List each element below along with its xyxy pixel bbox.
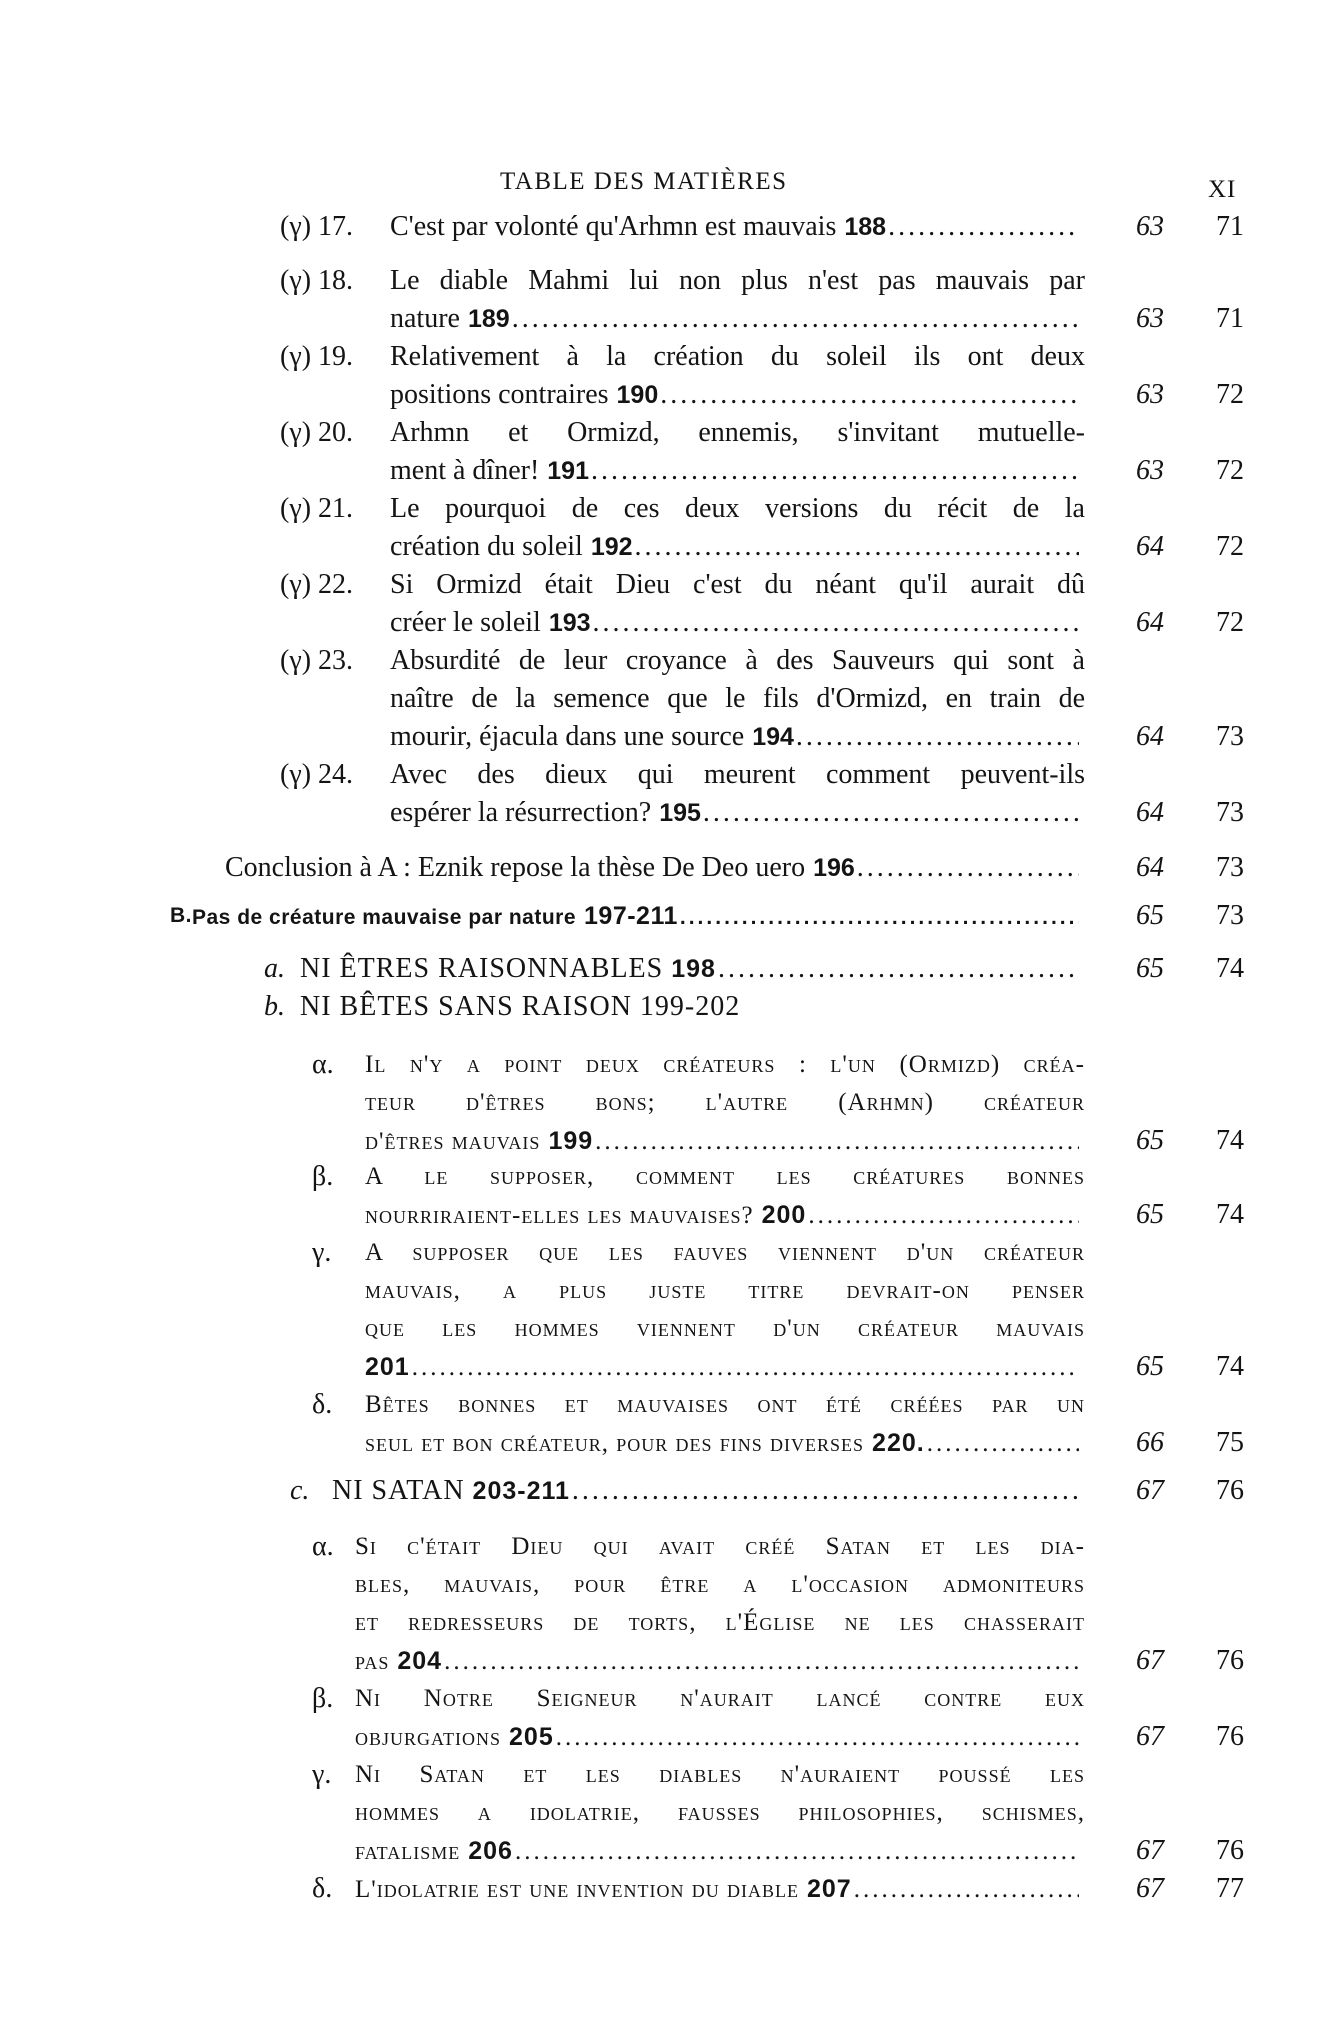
page-ref-secondary: 71 bbox=[1216, 303, 1244, 334]
entry-label: δ. bbox=[312, 1873, 333, 1904]
entry-text-line: Si c'était Dieu qui avait créé Satan et les dia- bbox=[355, 1533, 1085, 1560]
page-ref-secondary: 73 bbox=[1216, 900, 1244, 931]
entry-text-line: Le pourquoi de ces deux versions du récit de la bbox=[390, 493, 1085, 524]
section-number: 189 bbox=[467, 305, 510, 333]
entry-text: C'est par volonté qu'Arhmn est mauvais bbox=[390, 211, 837, 242]
page-ref-primary: 67 bbox=[1136, 1645, 1164, 1676]
page-ref-secondary: 72 bbox=[1216, 455, 1244, 486]
entry-text-line: Le diable Mahmi lui non plus n'est pas mauvais par bbox=[390, 265, 1085, 296]
entry-label: γ. bbox=[312, 1237, 332, 1268]
entry-label: c. bbox=[290, 1475, 310, 1506]
page-ref-primary: 65 bbox=[1136, 1351, 1164, 1382]
entry-text-line: A supposer que les fauves viennent d'un créateur bbox=[365, 1239, 1085, 1266]
entry-text: fatalisme bbox=[355, 1838, 461, 1865]
page-ref-primary: 66 bbox=[1136, 1427, 1164, 1458]
entry-label: (γ) 22. bbox=[280, 569, 354, 600]
page-ref-secondary: 72 bbox=[1216, 607, 1244, 638]
page-ref-primary: 64 bbox=[1136, 607, 1164, 638]
dot-leader bbox=[635, 528, 1079, 566]
entry-text: Conclusion à A : Eznik repose la thèse De Deo uero bbox=[225, 852, 806, 883]
entry-label: α. bbox=[312, 1049, 334, 1080]
entry-text: NI ÊTRES RAISONNABLES bbox=[300, 953, 664, 984]
entry-text-line bbox=[355, 1718, 1085, 1756]
entry-text-line bbox=[390, 794, 1085, 832]
page-ref-primary: 63 bbox=[1136, 211, 1164, 242]
section-number: 190 bbox=[616, 381, 659, 409]
entry-label: γ. bbox=[312, 1759, 332, 1790]
dot-leader bbox=[927, 1425, 1079, 1463]
page-ref-primary: 65 bbox=[1136, 1199, 1164, 1230]
page-ref-secondary: 74 bbox=[1216, 1125, 1244, 1156]
section-number: 191 bbox=[547, 457, 589, 485]
dot-leader bbox=[556, 1719, 1079, 1757]
page-ref-secondary: 75 bbox=[1216, 1427, 1244, 1458]
page-ref-secondary: 73 bbox=[1216, 797, 1244, 828]
dot-leader bbox=[515, 1833, 1079, 1871]
entry-text-line bbox=[365, 1122, 1085, 1160]
entry-text-line: Si Ormizd était Dieu c'est du néant qu'il aurait dû bbox=[390, 569, 1085, 600]
page-ref-secondary: 71 bbox=[1216, 211, 1244, 242]
entry-text-line bbox=[225, 849, 1085, 887]
page-ref-secondary: 77 bbox=[1216, 1873, 1244, 1904]
entry-text-line bbox=[390, 300, 1085, 338]
section-number: 207 bbox=[806, 1875, 852, 1903]
dot-leader bbox=[593, 604, 1079, 642]
entry-text-line bbox=[192, 897, 1085, 935]
section-number: 196 bbox=[813, 854, 855, 882]
page-ref-primary: 65 bbox=[1136, 1125, 1164, 1156]
page-ref-primary: 67 bbox=[1136, 1835, 1164, 1866]
entry-text-line bbox=[365, 1348, 1085, 1386]
section-number: 220. bbox=[872, 1429, 925, 1457]
dot-leader bbox=[718, 950, 1079, 988]
entry-text-line: hommes a idolatrie, fausses philosophies, schismes, bbox=[355, 1799, 1085, 1826]
page-ref-primary: 67 bbox=[1136, 1873, 1164, 1904]
entry-label: (γ) 19. bbox=[280, 341, 354, 372]
page-ref-secondary: 76 bbox=[1216, 1475, 1244, 1506]
section-number: 203-211 bbox=[472, 1477, 570, 1505]
folio-number: XI bbox=[1208, 176, 1237, 203]
dot-leader bbox=[888, 208, 1079, 246]
entry-text-line: Il n'y a point deux créateurs : l'un (Ormizd) créa- bbox=[365, 1051, 1085, 1078]
entry-text: L'idolatrie est une invention du diable bbox=[355, 1876, 799, 1903]
page-ref-primary: 64 bbox=[1136, 797, 1164, 828]
entry-label: α. bbox=[312, 1531, 334, 1562]
dot-leader bbox=[680, 899, 1079, 937]
entry-text: positions contraires bbox=[390, 379, 609, 410]
entry-text-line bbox=[390, 604, 1085, 642]
entry-label: b. bbox=[264, 991, 285, 1022]
entry-text-line bbox=[390, 452, 1085, 490]
entry-text-line bbox=[355, 1832, 1085, 1870]
page-ref-primary: 65 bbox=[1136, 953, 1164, 984]
entry-text: nourriraient-elles les mauvaises? bbox=[365, 1202, 754, 1229]
page-ref-secondary: 76 bbox=[1216, 1835, 1244, 1866]
section-number: 197-211 bbox=[584, 902, 678, 930]
entry-text-line: Avec des dieux qui meurent comment peuvent-ils bbox=[390, 759, 1085, 790]
section-number: 200 bbox=[761, 1201, 807, 1229]
entry-text: créer le soleil bbox=[390, 607, 541, 638]
entry-text-line: mauvais, a plus juste titre devrait-on penser bbox=[365, 1277, 1085, 1304]
page-ref-primary: 67 bbox=[1136, 1721, 1164, 1752]
dot-leader bbox=[444, 1643, 1079, 1681]
entry-text-line bbox=[355, 1642, 1085, 1680]
entry-text-line: que les hommes viennent d'un créateur mauvais bbox=[365, 1315, 1085, 1342]
page-ref-secondary: 74 bbox=[1216, 953, 1244, 984]
entry-text: objurgations bbox=[355, 1724, 502, 1751]
entry-text-line: Arhmn et Ormizd, ennemis, s'invitant mutuelle- bbox=[390, 417, 1085, 448]
page-ref-primary: 63 bbox=[1136, 379, 1164, 410]
entry-label: (γ) 20. bbox=[280, 417, 354, 448]
entry-text: mourir, éjacula dans une source bbox=[390, 721, 745, 752]
dot-leader bbox=[796, 718, 1079, 756]
dot-leader bbox=[854, 1871, 1079, 1909]
entry-text: Pas de créature mauvaise par nature bbox=[192, 906, 577, 929]
dot-leader bbox=[660, 376, 1079, 414]
section-number: 194 bbox=[752, 723, 794, 751]
entry-text-line bbox=[332, 1472, 1085, 1510]
dot-leader bbox=[412, 1349, 1079, 1387]
entry-text-line: bles, mauvais, pour être a l'occasion admoniteurs bbox=[355, 1571, 1085, 1598]
entry-text-line bbox=[365, 1424, 1085, 1462]
entry-text-line bbox=[390, 718, 1085, 756]
entry-label: (γ) 24. bbox=[280, 759, 354, 790]
page-ref-primary: 67 bbox=[1136, 1475, 1164, 1506]
dot-leader bbox=[703, 794, 1079, 832]
page-ref-primary: 63 bbox=[1136, 455, 1164, 486]
entry-text-line: naître de la semence que le fils d'Ormizd, en train de bbox=[390, 683, 1085, 714]
section-number: 198 bbox=[671, 955, 716, 983]
entry-text: pas bbox=[355, 1648, 390, 1675]
entry-label: B. bbox=[170, 904, 192, 927]
section-number: 193 bbox=[548, 609, 591, 637]
entry-text: espérer la résurrection? bbox=[390, 797, 652, 828]
entry-text: d'êtres mauvais bbox=[365, 1128, 541, 1155]
entry-text-line bbox=[390, 376, 1085, 414]
dot-leader bbox=[591, 452, 1079, 490]
page-ref-secondary: 76 bbox=[1216, 1721, 1244, 1752]
entry-text-line bbox=[300, 950, 1085, 988]
page-ref-secondary: 73 bbox=[1216, 721, 1244, 752]
page-ref-secondary: 74 bbox=[1216, 1351, 1244, 1382]
entry-label: (γ) 23. bbox=[280, 645, 354, 676]
page-ref-primary: 63 bbox=[1136, 303, 1164, 334]
entry-label: a. bbox=[264, 953, 285, 984]
entry-text-line: NI BÊTES SANS RAISON 199-202 bbox=[300, 991, 741, 1022]
entry-text: ment à dîner! bbox=[390, 455, 540, 486]
entry-text-line: teur d'êtres bons; l'autre (Arhmn) créateur bbox=[365, 1089, 1085, 1116]
entry-text-line: et redresseurs de torts, l'Église ne les chasserait bbox=[355, 1609, 1085, 1636]
page-ref-secondary: 74 bbox=[1216, 1199, 1244, 1230]
entry-text-line: A le supposer, comment les créatures bonnes bbox=[365, 1163, 1085, 1190]
dot-leader bbox=[512, 300, 1079, 338]
entry-label: (γ) 17. bbox=[280, 211, 354, 242]
entry-text: NI SATAN bbox=[332, 1475, 465, 1506]
page-title: TABLE DES MATIÈRES bbox=[500, 168, 788, 195]
entry-label: δ. bbox=[312, 1389, 333, 1420]
entry-label: β. bbox=[312, 1683, 334, 1714]
dot-leader bbox=[572, 1472, 1079, 1510]
entry-text-line: Absurdité de leur croyance à des Sauveurs qui sont à bbox=[390, 645, 1085, 676]
entry-text: création du soleil bbox=[390, 531, 583, 562]
entry-label: β. bbox=[312, 1161, 334, 1192]
entry-label: (γ) 21. bbox=[280, 493, 354, 524]
entry-text-line: Ni Notre Seigneur n'aurait lancé contre eux bbox=[355, 1685, 1085, 1712]
entry-text: seul et bon créateur, pour des fins diverses bbox=[365, 1430, 865, 1457]
entry-text-line: Relativement à la création du soleil ils ont deux bbox=[390, 341, 1085, 372]
section-number: 192 bbox=[590, 533, 633, 561]
page-ref-primary: 64 bbox=[1136, 721, 1164, 752]
page-ref-primary: 64 bbox=[1136, 852, 1164, 883]
section-number: 206 bbox=[468, 1837, 513, 1865]
entry-text-line bbox=[390, 528, 1085, 566]
section-number: 188 bbox=[844, 213, 887, 241]
page-ref-primary: 65 bbox=[1136, 900, 1164, 931]
section-number: 201 bbox=[365, 1353, 410, 1381]
page-ref-primary: 64 bbox=[1136, 531, 1164, 562]
dot-leader bbox=[808, 1197, 1079, 1235]
section-number: 195 bbox=[659, 799, 701, 827]
section-number: 199 bbox=[548, 1127, 594, 1155]
dot-leader bbox=[857, 849, 1079, 887]
entry-text-line bbox=[365, 1196, 1085, 1234]
entry-text-line: Ni Satan et les diables n'auraient poussé les bbox=[355, 1761, 1085, 1788]
page-ref-secondary: 73 bbox=[1216, 852, 1244, 883]
page-ref-secondary: 72 bbox=[1216, 379, 1244, 410]
entry-text: nature bbox=[390, 303, 460, 334]
page-ref-secondary: 72 bbox=[1216, 531, 1244, 562]
entry-text-line: Bêtes bonnes et mauvaises ont été créées par un bbox=[365, 1391, 1085, 1418]
section-number: 204 bbox=[397, 1647, 443, 1675]
section-number: 205 bbox=[509, 1723, 554, 1751]
dot-leader bbox=[595, 1123, 1079, 1161]
running-head bbox=[0, 168, 1329, 208]
page-ref-secondary: 76 bbox=[1216, 1645, 1244, 1676]
entry-label: (γ) 18. bbox=[280, 265, 354, 296]
entry-text-line bbox=[355, 1870, 1085, 1908]
entry-text-line bbox=[390, 208, 1085, 246]
